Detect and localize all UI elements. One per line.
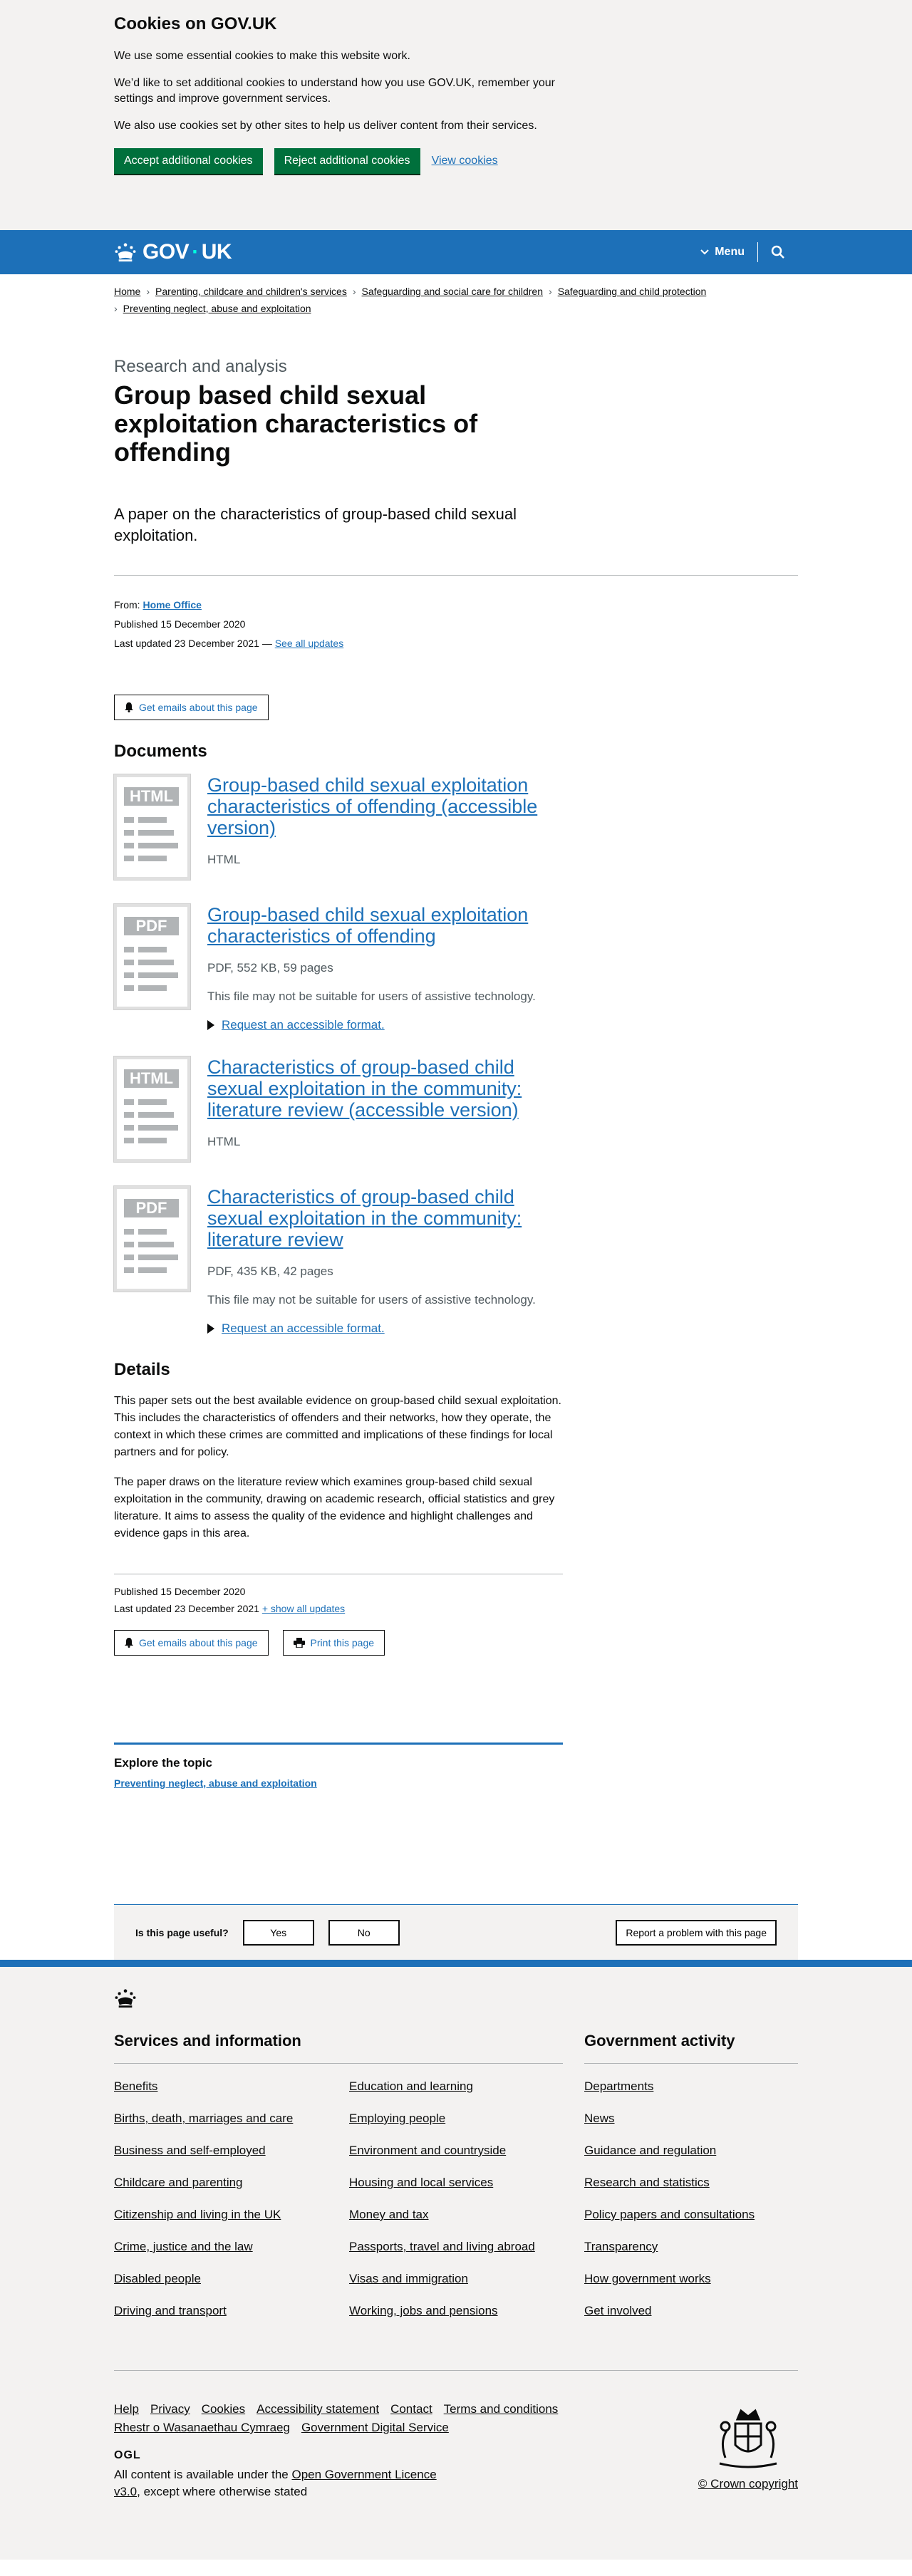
footer-link[interactable]: News — [584, 2112, 615, 2125]
get-emails-button[interactable] — [114, 1630, 269, 1656]
print-label: Print this page — [310, 1637, 375, 1648]
cookie-text-3: We also use cookies set by other sites to help us deliver content from their services. — [114, 120, 537, 132]
accessibility-note: This file may not be suitable for users of assistive technology. — [207, 1293, 536, 1307]
licence-prefix: All content is available under the — [114, 2468, 289, 2481]
search-icon — [771, 245, 785, 259]
explore-heading: Explore the topic — [114, 1756, 212, 1770]
print-button[interactable] — [283, 1630, 385, 1656]
details-paragraph-1: This paper sets out the best available evidence on group-based child sexual exploitation. This includes the characteristics of offenders and their networks, how they operate, the context in which these crimes are committed and implications of these findings for local partners and for policy. — [114, 1395, 561, 1458]
licence-link[interactable]: Open Government Licence v3.0 — [114, 2468, 437, 2498]
footer-meta-link[interactable]: Government Digital Service — [301, 2421, 449, 2434]
footer-link[interactable]: Crime, justice and the law — [114, 2240, 253, 2253]
footer-meta-link[interactable]: Cookies — [201, 2402, 246, 2416]
crown-copyright-link[interactable]: © Crown copyright — [698, 2477, 798, 2491]
request-format-link[interactable]: Request an accessible format. — [222, 1018, 385, 1032]
feedback-bar — [114, 1904, 798, 1960]
feedback-yes-button[interactable]: Yes — [243, 1920, 314, 1946]
document-title-link[interactable]: Characteristics of group-based child sexual exploitation in the community: literature review (accessible version) — [207, 1056, 522, 1121]
footer-link[interactable]: How government works — [584, 2272, 711, 2285]
footer-link[interactable]: Working, jobs and pensions — [349, 2304, 498, 2317]
html-document-thumbnail[interactable] — [114, 774, 190, 880]
royal-coat-of-arms-icon — [705, 2402, 791, 2473]
cookie-banner — [0, 0, 912, 230]
footer-link[interactable]: Research and statistics — [584, 2176, 710, 2189]
feedback-no-button[interactable]: No — [328, 1920, 400, 1946]
published-date: Published 15 December 2020 — [114, 618, 246, 630]
ogl-logo: OGL — [114, 2449, 141, 2461]
get-emails-button[interactable] — [114, 695, 269, 720]
government-activity-heading: Government activity — [584, 2032, 798, 2064]
licence-suffix: , except where otherwise stated — [137, 2485, 308, 2498]
details-heading: Details — [114, 1360, 170, 1379]
page-title: Group based child sexual exploitation characteristics of offending — [114, 380, 478, 467]
page-lede: A paper on the characteristics of group-based child sexual exploitation. — [114, 505, 517, 544]
menu-button[interactable] — [688, 242, 758, 262]
get-emails-label: Get emails about this page — [139, 702, 258, 713]
document-type-badge: PDF — [124, 1199, 179, 1217]
footer-link[interactable]: Transparency — [584, 2240, 658, 2253]
footer-link[interactable]: Employing people — [349, 2112, 446, 2125]
disclosure-triangle-icon — [207, 1324, 214, 1334]
footer-link[interactable]: Disabled people — [114, 2272, 201, 2285]
footer-link[interactable]: Housing and local services — [349, 2176, 494, 2189]
view-cookies-link[interactable]: View cookies — [431, 155, 498, 167]
footer-link[interactable]: Environment and countryside — [349, 2144, 507, 2157]
report-problem-button[interactable]: Report a problem with this page — [616, 1920, 777, 1946]
documents-heading: Documents — [114, 742, 207, 761]
request-accessible-format[interactable] — [207, 1321, 542, 1336]
cookie-text-1: We use some essential cookies to make this website work. — [114, 50, 410, 62]
breadcrumb-safeguarding-child-protection[interactable]: Safeguarding and child protection — [557, 286, 707, 297]
footer-link[interactable]: Education and learning — [349, 2079, 473, 2093]
show-all-updates-link[interactable]: + show all updates — [261, 1603, 346, 1614]
feedback-question: Is this page useful? — [135, 1926, 229, 1938]
crown-icon — [114, 242, 137, 262]
document-title-link[interactable]: Group-based child sexual exploitation characteristics of offending — [207, 904, 529, 947]
divider — [114, 2370, 798, 2371]
document-meta: PDF, 435 KB, 42 pages — [207, 1264, 333, 1278]
footer-meta-link[interactable]: Rhestr o Wasanaethau Cymraeg — [114, 2421, 290, 2434]
breadcrumb-parenting[interactable]: Parenting, childcare and children's services — [155, 286, 347, 297]
services-heading: Services and information — [114, 2032, 563, 2064]
document-title-link[interactable]: Group-based child sexual exploitation characteristics of offending (accessible version) — [207, 774, 538, 838]
accessibility-note: This file may not be suitable for users of assistive technology. — [207, 990, 536, 1003]
footer-link[interactable]: Childcare and parenting — [114, 2176, 243, 2189]
logo-text-uk: UK — [201, 240, 232, 264]
document-item — [114, 904, 798, 1032]
footer-link[interactable]: Visas and immigration — [349, 2272, 468, 2285]
footer-link[interactable]: Departments — [584, 2079, 654, 2093]
footer-meta-link[interactable]: Help — [114, 2402, 139, 2416]
footer-link[interactable]: Benefits — [114, 2079, 158, 2093]
crown-icon — [114, 1988, 137, 2008]
logo-text-gov: GOV — [142, 240, 190, 264]
footer-link[interactable]: Guidance and regulation — [584, 2144, 717, 2157]
footer-link[interactable]: Money and tax — [349, 2208, 429, 2221]
footer-link[interactable]: Policy papers and consultations — [584, 2208, 755, 2221]
document-meta: PDF, 552 KB, 59 pages — [207, 961, 333, 975]
logo-dot: · — [192, 240, 199, 264]
crown-copyright — [698, 2402, 798, 2500]
details-paragraph-2: The paper draws on the literature review which examines group-based child sexual exploitation in the community, drawing on academic research, official statistics and grey literature. It aims to assess the quality of the evidence and highlight challenges and evidence gaps in this area. — [114, 1476, 555, 1539]
document-item — [114, 1186, 798, 1336]
print-icon — [294, 1638, 305, 1648]
document-type-badge: PDF — [124, 917, 179, 935]
request-format-link[interactable]: Request an accessible format. — [222, 1321, 385, 1335]
bell-icon — [125, 702, 133, 712]
accept-cookies-button[interactable]: Accept additional cookies — [114, 148, 263, 174]
document-type-badge: HTML — [124, 1069, 179, 1088]
details-section — [114, 1360, 798, 1542]
document-item — [114, 1056, 798, 1162]
divider — [114, 575, 798, 576]
document-meta: HTML — [207, 853, 241, 866]
pdf-document-thumbnail[interactable] — [114, 1186, 190, 1292]
breadcrumb-home[interactable]: Home — [114, 286, 141, 297]
footer-link[interactable]: Driving and transport — [114, 2304, 227, 2317]
document-title-link[interactable]: Characteristics of group-based child sexual exploitation in the community: literature review — [207, 1186, 522, 1250]
from-label: From: — [114, 599, 140, 611]
disclosure-triangle-icon — [207, 1020, 214, 1030]
footer-link[interactable]: Births, death, marriages and care — [114, 2112, 294, 2125]
bell-icon — [125, 1638, 133, 1648]
footer-link[interactable]: Citizenship and living in the UK — [114, 2208, 281, 2221]
footer-meta-link[interactable]: Privacy — [150, 2402, 190, 2416]
footer-meta-link[interactable]: Accessibility statement — [256, 2402, 380, 2416]
footer-meta-links — [114, 2402, 613, 2435]
site-footer — [0, 1960, 912, 2560]
document-meta: HTML — [207, 1135, 241, 1148]
page-caption: Research and analysis — [114, 357, 287, 376]
menu-label: Menu — [715, 246, 745, 258]
breadcrumb-chevron-icon: › — [549, 286, 552, 297]
licence-text — [114, 2466, 442, 2500]
cookie-title: Cookies on GOV.UK — [114, 14, 277, 33]
breadcrumb-safeguarding-social-care[interactable]: Safeguarding and social care for children — [361, 286, 544, 297]
breadcrumb — [114, 274, 798, 317]
explore-topic-link[interactable]: Preventing neglect, abuse and exploitation — [114, 1777, 317, 1789]
see-all-updates-link[interactable]: See all updates — [274, 638, 344, 649]
footer-meta-link[interactable]: Contact — [390, 2402, 432, 2416]
footer-link[interactable]: Business and self-employed — [114, 2144, 266, 2157]
explore-topic — [114, 1743, 563, 1790]
breadcrumb-chevron-icon: › — [146, 286, 150, 297]
breadcrumb-chevron-icon: › — [352, 286, 356, 297]
publication-metadata — [114, 596, 798, 653]
updated-date: Last updated 23 December 2021 — — [114, 638, 272, 649]
breadcrumb-chevron-icon: › — [114, 303, 118, 314]
document-type-badge: HTML — [124, 787, 179, 806]
services-list — [114, 2078, 563, 2319]
published-date: Published 15 December 2020 — [114, 1586, 246, 1597]
govuk-logo[interactable] — [114, 240, 232, 264]
site-header — [0, 230, 912, 274]
request-accessible-format[interactable] — [207, 1018, 542, 1032]
breadcrumb-preventing-neglect[interactable]: Preventing neglect, abuse and exploitation — [123, 303, 311, 314]
get-emails-label: Get emails about this page — [139, 1637, 258, 1648]
footer-meta-link[interactable]: Terms and conditions — [443, 2402, 559, 2416]
document-item — [114, 774, 798, 880]
html-document-thumbnail[interactable] — [114, 1056, 190, 1162]
org-link[interactable]: Home Office — [142, 599, 202, 611]
footer-link[interactable]: Get involved — [584, 2304, 652, 2317]
updated-date: Last updated 23 December 2021 — [114, 1603, 259, 1614]
publication-metadata-footer — [114, 1583, 798, 1617]
pdf-document-thumbnail[interactable] — [114, 904, 190, 1009]
chevron-down-icon — [700, 249, 709, 255]
reject-cookies-button[interactable]: Reject additional cookies — [274, 148, 420, 174]
cookie-text-2: We’d like to set additional cookies to understand how you use GOV.UK, remember your settings and improve government services. — [114, 77, 555, 105]
search-button[interactable] — [758, 245, 798, 259]
government-activity-list — [584, 2078, 798, 2319]
footer-link[interactable]: Passports, travel and living abroad — [349, 2240, 535, 2253]
